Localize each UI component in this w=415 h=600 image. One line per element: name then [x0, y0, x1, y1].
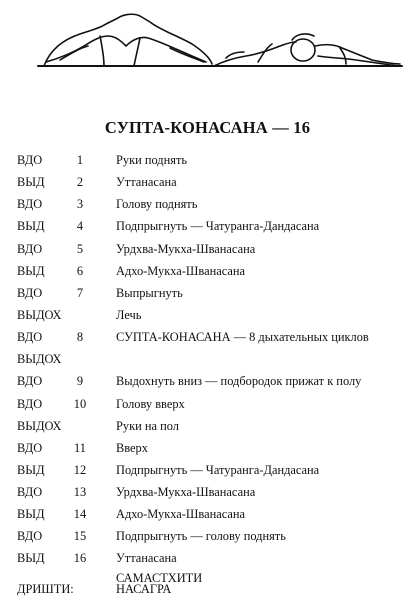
- breath-label: ВЫД: [17, 551, 45, 565]
- breath-label: ВДО: [17, 441, 43, 455]
- sequence-row: [0, 304, 415, 326]
- step-text: Урдхва-Мукха-Шванасана: [116, 485, 256, 499]
- sequence-row: [0, 547, 415, 569]
- sequence-row: [0, 459, 415, 481]
- sequence-row: [0, 282, 415, 304]
- step-text: Уттанасана: [116, 175, 177, 189]
- breath-label: ВЫД: [17, 507, 45, 521]
- step-text: Подпрыгнуть — Чатуранга-Дандасана: [116, 463, 320, 477]
- step-text: Голову поднять: [116, 197, 198, 211]
- step-text: Лечь: [116, 308, 142, 322]
- breath-label: ВДО: [17, 397, 43, 411]
- drishti-row: [0, 578, 415, 600]
- step-text: Руки поднять: [116, 153, 188, 167]
- breath-label: ВЫД: [17, 219, 45, 233]
- step-number: 16: [73, 551, 87, 565]
- step-number: 15: [73, 529, 87, 543]
- page-title: СУПТА-КОНАСАНА — 16: [104, 118, 311, 137]
- sequence-row: [0, 193, 415, 215]
- step-number: 4: [76, 219, 84, 233]
- breath-label: ВДО: [17, 242, 43, 256]
- step-number: 6: [76, 264, 84, 278]
- step-number: 13: [73, 485, 87, 499]
- step-number: 5: [76, 242, 84, 256]
- step-text: Урдхва-Мукха-Шванасана: [116, 242, 256, 256]
- breath-label: ВДО: [17, 374, 43, 388]
- step-text: САМАСТХИТИ: [116, 571, 203, 585]
- step-text: Подпрыгнуть — Чатуранга-Дандасана: [116, 219, 320, 233]
- pose-illustration: [0, 0, 415, 95]
- drishti-value: НАСАГРА: [116, 582, 172, 596]
- step-text: Адхо-Мукха-Шванасана: [116, 264, 245, 278]
- sequence-row: [0, 238, 415, 260]
- step-text: Руки на пол: [116, 419, 179, 433]
- step-number: 10: [73, 397, 87, 411]
- breath-label: ВДО: [17, 529, 43, 543]
- sequence-row: [0, 326, 415, 348]
- step-text: Адхо-Мукха-Шванасана: [116, 507, 245, 521]
- breath-label: ВДО: [17, 330, 43, 344]
- sequence-row: [0, 215, 415, 237]
- sequence-row: [0, 260, 415, 282]
- sequence-row: [0, 437, 415, 459]
- step-number: 12: [73, 463, 87, 477]
- step-text: СУПТА-КОНАСАНА — 8 дыхательных циклов: [116, 330, 369, 344]
- sequence-row: [0, 415, 415, 437]
- step-text: Вверх: [116, 441, 148, 455]
- breath-label: ВДО: [17, 286, 43, 300]
- breath-label: ВДО: [17, 153, 43, 167]
- sequence-row: [0, 370, 415, 392]
- step-text: Выдохнуть вниз — подбородок прижат к полу: [116, 374, 362, 388]
- sequence-row: [0, 393, 415, 415]
- breath-label: ВЫД: [17, 264, 45, 278]
- step-number: 2: [76, 175, 84, 189]
- step-number: 3: [76, 197, 84, 211]
- sequence-row: [0, 525, 415, 547]
- sequence-row: [0, 171, 415, 193]
- step-text: Подпрыгнуть — голову поднять: [116, 529, 286, 543]
- breath-label: ВДО: [17, 197, 43, 211]
- step-number: 14: [73, 507, 87, 521]
- sequence-row: [0, 503, 415, 525]
- step-number: 8: [76, 330, 84, 344]
- step-number: 7: [76, 286, 84, 300]
- breath-label: ВЫД: [17, 463, 45, 477]
- step-number: 11: [74, 441, 86, 455]
- step-text: Уттанасана: [116, 551, 177, 565]
- drishti-label: ДРИШТИ:: [17, 582, 74, 596]
- sequence-row: [0, 149, 415, 171]
- breath-label: ВЫДОХ: [17, 352, 62, 366]
- breath-label: ВЫДОХ: [17, 308, 62, 322]
- breath-label: ВЫД: [17, 175, 45, 189]
- step-text: Голову вверх: [116, 397, 185, 411]
- step-number: 1: [76, 153, 84, 167]
- step-number: 9: [76, 374, 84, 388]
- breath-label: ВДО: [17, 485, 43, 499]
- step-text: Выпрыгнуть: [116, 286, 183, 300]
- sequence-row: [0, 348, 415, 370]
- breath-label: ВЫДОХ: [17, 419, 62, 433]
- sequence-row: [0, 481, 415, 503]
